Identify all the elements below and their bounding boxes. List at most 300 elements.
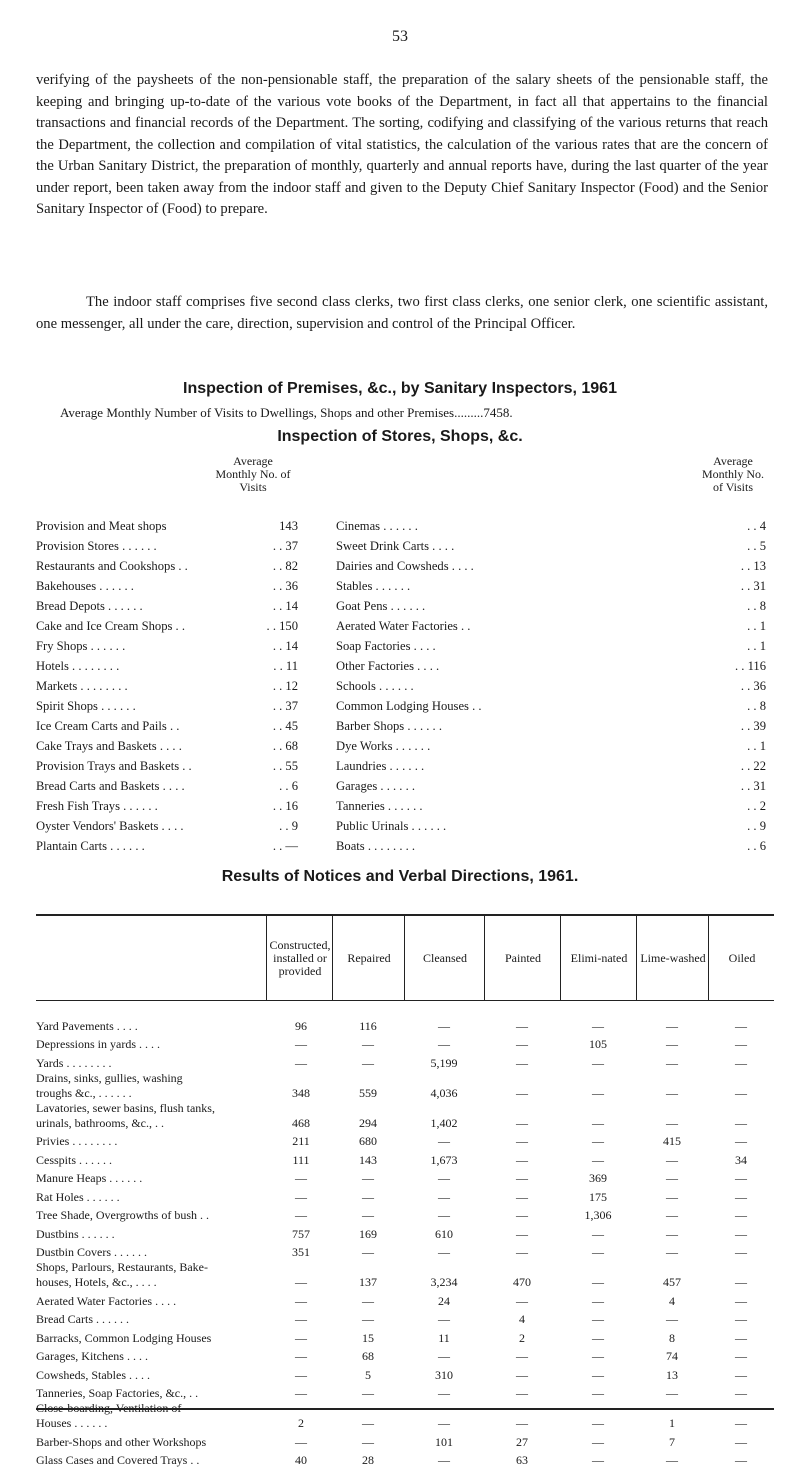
results-cell: — xyxy=(560,1086,636,1101)
stores-left-value: . . 12 xyxy=(236,676,298,696)
results-cell: — xyxy=(560,1435,636,1450)
stores-right-name: Other Factories . . . . xyxy=(336,656,439,676)
results-cell: — xyxy=(332,1056,404,1071)
stores-row xyxy=(36,816,774,836)
results-row-label: Tree Shade, Overgrowths of bush . . xyxy=(36,1208,266,1223)
results-cell: 211 xyxy=(266,1134,336,1149)
results-cell: — xyxy=(708,1453,774,1468)
results-row-label: Yards . . . . . . . . xyxy=(36,1056,266,1071)
results-cell: — xyxy=(404,1245,484,1260)
stores-row xyxy=(36,656,774,676)
results-cell: 27 xyxy=(484,1435,560,1450)
stores-left-value: . . 45 xyxy=(236,716,298,736)
results-cell: — xyxy=(708,1056,774,1071)
results-cell: — xyxy=(636,1086,708,1101)
results-cell: — xyxy=(484,1171,560,1186)
results-cell: 4,036 xyxy=(404,1086,484,1101)
average-visits-line: Average Monthly Number of Visits to Dwellings, Shops and other Premises.........7458. xyxy=(60,405,760,421)
results-row-label: Tanneries, Soap Factories, &c., . . xyxy=(36,1386,266,1401)
results-column-header: Elimi-nated xyxy=(560,916,637,1000)
results-row xyxy=(36,1401,774,1431)
results-column-header: Constructed, installed or provided xyxy=(266,916,333,1000)
results-cell: 116 xyxy=(332,1019,404,1034)
stores-left-value: . . 68 xyxy=(236,736,298,756)
stores-left-name: Hotels . . . . . . . . xyxy=(36,656,119,676)
results-cell: 610 xyxy=(404,1227,484,1242)
results-cell: 105 xyxy=(560,1037,636,1052)
results-row-label: Shops, Parlours, Restaurants, Bake- houses, Hotels, &c., . . . . xyxy=(36,1260,266,1290)
stores-right-name: Cinemas . . . . . . xyxy=(336,516,418,536)
results-cell: — xyxy=(708,1116,774,1131)
results-cell: — xyxy=(636,1153,708,1168)
stores-left-value: . . 36 xyxy=(236,576,298,596)
stores-row xyxy=(36,676,774,696)
stores-left-value: . . 9 xyxy=(236,816,298,836)
results-cell: — xyxy=(484,1245,560,1260)
results-cell: — xyxy=(560,1134,636,1149)
stores-right-value: . . 9 xyxy=(706,816,766,836)
paragraph-indoor-staff: The indoor staff comprises five second class clerks, two first class clerks, one senior clerk, one scientific assistant, one messenger, all under the care, direction, supervision and control of the Principal Officer. xyxy=(36,292,768,335)
stores-row xyxy=(36,536,774,556)
results-row-label: Glass Cases and Covered Trays . . xyxy=(36,1453,266,1468)
stores-row xyxy=(36,616,774,636)
results-column-header: Repaired xyxy=(332,916,405,1000)
results-cell: 3,234 xyxy=(404,1275,484,1290)
results-cell: — xyxy=(404,1453,484,1468)
results-row xyxy=(36,1364,774,1383)
results-cell: 1,673 xyxy=(404,1153,484,1168)
results-cell: — xyxy=(636,1386,708,1401)
results-cell: — xyxy=(332,1312,404,1327)
results-cell: — xyxy=(560,1227,636,1242)
results-cell: 137 xyxy=(332,1275,404,1290)
results-cell: — xyxy=(560,1368,636,1383)
stores-right-name: Sweet Drink Carts . . . . xyxy=(336,536,454,556)
results-cell: — xyxy=(332,1190,404,1205)
stores-left-name: Fry Shops . . . . . . xyxy=(36,636,125,656)
results-cell: — xyxy=(404,1171,484,1186)
results-cell: 559 xyxy=(332,1086,404,1101)
stores-right-name: Stables . . . . . . xyxy=(336,576,410,596)
results-top-spacer xyxy=(36,1001,774,1015)
results-row xyxy=(36,1052,774,1071)
results-cell: — xyxy=(560,1116,636,1131)
results-cell: — xyxy=(636,1037,708,1052)
results-row xyxy=(36,1346,774,1365)
results-cell: — xyxy=(332,1037,404,1052)
results-cell: — xyxy=(636,1245,708,1260)
results-cell: — xyxy=(560,1312,636,1327)
results-cell: — xyxy=(636,1227,708,1242)
stores-left-name: Bakehouses . . . . . . xyxy=(36,576,134,596)
results-cell: 143 xyxy=(332,1153,404,1168)
results-cell: — xyxy=(404,1312,484,1327)
results-cell: — xyxy=(708,1368,774,1383)
results-cell: 13 xyxy=(636,1368,708,1383)
results-cell: — xyxy=(266,1208,336,1223)
stores-left-name: Restaurants and Cookshops . . xyxy=(36,556,188,576)
results-row xyxy=(36,1450,774,1468)
results-cell: — xyxy=(332,1208,404,1223)
results-row-label: Dustbins . . . . . . xyxy=(36,1227,266,1242)
stores-left-value: 143 xyxy=(236,516,298,536)
stores-left-name: Plantain Carts . . . . . . xyxy=(36,836,145,856)
results-cell: 348 xyxy=(266,1086,336,1101)
stores-row xyxy=(36,556,774,576)
stores-left-name: Cake and Ice Cream Shops . . xyxy=(36,616,185,636)
results-cell: — xyxy=(404,1349,484,1364)
results-row-label: Rat Holes . . . . . . xyxy=(36,1190,266,1205)
inspection-heading: Inspection of Premises, &c., by Sanitary Inspectors, 1961 xyxy=(0,380,800,398)
stores-row xyxy=(36,516,774,536)
stores-right-value: . . 6 xyxy=(706,836,766,856)
stores-left-value: . . 150 xyxy=(236,616,298,636)
stores-right-value: . . 1 xyxy=(706,636,766,656)
results-cell: — xyxy=(404,1037,484,1052)
results-cell: — xyxy=(266,1037,336,1052)
results-cell: — xyxy=(484,1294,560,1309)
results-cell: 1,402 xyxy=(404,1116,484,1131)
results-row xyxy=(36,1015,774,1034)
results-row-label: Close-boarding, Ventilation of Houses . . . . . . xyxy=(36,1401,266,1431)
results-cell: — xyxy=(484,1086,560,1101)
stores-right-value: . . 36 xyxy=(706,676,766,696)
results-row xyxy=(36,1223,774,1242)
results-cell: — xyxy=(266,1171,336,1186)
bottom-rule xyxy=(36,1408,774,1410)
results-cell: — xyxy=(560,1349,636,1364)
results-row-label: Barber-Shops and other Workshops xyxy=(36,1435,266,1450)
stores-left-value: . . 14 xyxy=(236,596,298,616)
results-cell: — xyxy=(560,1453,636,1468)
results-cell: — xyxy=(636,1190,708,1205)
results-cell: — xyxy=(332,1386,404,1401)
results-row xyxy=(36,1431,774,1450)
stores-row xyxy=(36,716,774,736)
results-row-label: Privies . . . . . . . . xyxy=(36,1134,266,1149)
stores-heading: Inspection of Stores, Shops, &c. xyxy=(0,428,800,446)
results-cell: — xyxy=(560,1245,636,1260)
stores-row xyxy=(36,756,774,776)
results-cell: — xyxy=(636,1171,708,1186)
stores-row xyxy=(36,596,774,616)
results-cell: 294 xyxy=(332,1116,404,1131)
stores-row xyxy=(36,836,774,856)
stores-row xyxy=(36,736,774,756)
results-cell: — xyxy=(708,1134,774,1149)
results-cell: — xyxy=(404,1134,484,1149)
results-row-label: Bread Carts . . . . . . xyxy=(36,1312,266,1327)
results-cell: — xyxy=(484,1019,560,1034)
results-cell: — xyxy=(708,1294,774,1309)
stores-right-name: Garages . . . . . . xyxy=(336,776,415,796)
results-cell: — xyxy=(560,1386,636,1401)
stores-left-value: . . 55 xyxy=(236,756,298,776)
stores-right-name: Boats . . . . . . . . xyxy=(336,836,415,856)
results-cell: — xyxy=(266,1056,336,1071)
results-cell: 7 xyxy=(636,1435,708,1450)
results-cell: — xyxy=(708,1037,774,1052)
results-cell: — xyxy=(484,1153,560,1168)
results-cell: — xyxy=(484,1368,560,1383)
results-cell: 24 xyxy=(404,1294,484,1309)
results-cell: — xyxy=(636,1116,708,1131)
stores-right-value: . . 22 xyxy=(706,756,766,776)
results-cell: — xyxy=(708,1190,774,1205)
results-cell: — xyxy=(484,1227,560,1242)
results-row xyxy=(36,1327,774,1346)
results-cell: 369 xyxy=(560,1171,636,1186)
results-cell: — xyxy=(484,1190,560,1205)
stores-right-value: . . 39 xyxy=(706,716,766,736)
results-row-label: Drains, sinks, gullies, washing troughs &c., . . . . . . xyxy=(36,1071,266,1101)
results-cell: — xyxy=(708,1245,774,1260)
results-row xyxy=(36,1131,774,1150)
stores-right-name: Aerated Water Factories . . xyxy=(336,616,470,636)
results-cell: — xyxy=(484,1349,560,1364)
stores-right-value: . . 31 xyxy=(706,776,766,796)
results-cell: 40 xyxy=(266,1453,336,1468)
results-cell: — xyxy=(266,1275,336,1290)
results-cell: 175 xyxy=(560,1190,636,1205)
stores-column-header-left: Average Monthly No. of Visits xyxy=(215,455,291,494)
results-cell: — xyxy=(332,1171,404,1186)
results-cell: — xyxy=(404,1416,484,1431)
results-column-header: Painted xyxy=(484,916,561,1000)
results-cell: — xyxy=(636,1208,708,1223)
results-row-label: Depressions in yards . . . . xyxy=(36,1037,266,1052)
results-cell: 28 xyxy=(332,1453,404,1468)
stores-right-value: . . 1 xyxy=(706,616,766,636)
stores-right-name: Dairies and Cowsheds . . . . xyxy=(336,556,474,576)
results-cell: — xyxy=(484,1056,560,1071)
stores-right-name: Barber Shops . . . . . . xyxy=(336,716,442,736)
results-row-label: Aerated Water Factories . . . . xyxy=(36,1294,266,1309)
results-cell: — xyxy=(266,1349,336,1364)
results-cell: — xyxy=(560,1331,636,1346)
results-cell: — xyxy=(636,1056,708,1071)
stores-right-name: Soap Factories . . . . xyxy=(336,636,436,656)
results-cell: 34 xyxy=(708,1153,774,1168)
results-row xyxy=(36,1383,774,1402)
results-cell: — xyxy=(708,1019,774,1034)
results-row xyxy=(36,1071,774,1101)
results-cell: — xyxy=(560,1153,636,1168)
stores-right-name: Tanneries . . . . . . xyxy=(336,796,423,816)
results-cell: 5,199 xyxy=(404,1056,484,1071)
stores-right-value: . . 4 xyxy=(706,516,766,536)
results-cell: — xyxy=(708,1086,774,1101)
results-cell: — xyxy=(560,1294,636,1309)
results-column-header: Oiled xyxy=(708,916,775,1000)
stores-row xyxy=(36,776,774,796)
results-cell: 68 xyxy=(332,1349,404,1364)
results-cell: 96 xyxy=(266,1019,336,1034)
stores-left-name: Bread Depots . . . . . . xyxy=(36,596,143,616)
results-cell: — xyxy=(636,1312,708,1327)
results-cell: 4 xyxy=(484,1312,560,1327)
results-row xyxy=(36,1034,774,1053)
stores-right-value: . . 8 xyxy=(706,596,766,616)
results-cell: — xyxy=(484,1208,560,1223)
stores-row xyxy=(36,796,774,816)
results-cell: 2 xyxy=(266,1416,336,1431)
stores-right-name: Public Urinals . . . . . . xyxy=(336,816,446,836)
results-cell: — xyxy=(404,1208,484,1223)
results-cell: 680 xyxy=(332,1134,404,1149)
results-cell: — xyxy=(708,1208,774,1223)
stores-left-value: . . — xyxy=(236,836,298,856)
stores-right-name: Laundries . . . . . . xyxy=(336,756,424,776)
stores-left-name: Fresh Fish Trays . . . . . . xyxy=(36,796,158,816)
results-row xyxy=(36,1309,774,1328)
results-cell: 1,306 xyxy=(560,1208,636,1223)
results-row xyxy=(36,1242,774,1261)
results-row xyxy=(36,1101,774,1131)
results-row xyxy=(36,1168,774,1187)
stores-left-name: Spirit Shops . . . . . . xyxy=(36,696,136,716)
results-cell: 351 xyxy=(266,1245,336,1260)
stores-left-value: . . 11 xyxy=(236,656,298,676)
results-cell: 4 xyxy=(636,1294,708,1309)
results-row xyxy=(36,1290,774,1309)
results-table-body xyxy=(36,1001,774,1468)
stores-left-name: Provision Trays and Baskets . . xyxy=(36,756,192,776)
results-cell: — xyxy=(636,1453,708,1468)
stores-right-value: . . 116 xyxy=(706,656,766,676)
stores-row xyxy=(36,696,774,716)
page-number: 53 xyxy=(0,28,800,46)
results-cell: 15 xyxy=(332,1331,404,1346)
results-row-label: Dustbin Covers . . . . . . xyxy=(36,1245,266,1260)
results-cell: 5 xyxy=(332,1368,404,1383)
results-cell: — xyxy=(404,1019,484,1034)
stores-right-name: Common Lodging Houses . . xyxy=(336,696,482,716)
results-table xyxy=(36,914,774,1468)
stores-row xyxy=(36,576,774,596)
results-cell: — xyxy=(708,1416,774,1431)
results-cell: 415 xyxy=(636,1134,708,1149)
results-cell: — xyxy=(560,1275,636,1290)
paragraph-staff-duties: verifying of the paysheets of the non-pensionable staff, the preparation of the salary sheets of the pensionable staff, the keeping and bringing up-to-date of the various vote books of the Department, in fact all that appertains to the financial transactions and financial records of the Department. The sorting, codifying and classifying of the various returns that reach the Department, the collection and compilation of vital statistics, the calculation of the various rates that are the concern of the Urban Sanitary District, the preparation of monthly, quarterly and annual reports have, during the last quarter of the year under report, been taken away from the indoor staff and given to the Deputy Chief Sanitary Inspector (Food) and the Senior Sanitary Inspector of (Food) to prepare. xyxy=(36,70,768,221)
stores-left-value: . . 16 xyxy=(236,796,298,816)
results-cell: 11 xyxy=(404,1331,484,1346)
results-row-label: Barracks, Common Lodging Houses xyxy=(36,1331,266,1346)
results-cell: 2 xyxy=(484,1331,560,1346)
results-cell: — xyxy=(266,1331,336,1346)
stores-left-value: . . 37 xyxy=(236,696,298,716)
results-cell: — xyxy=(708,1275,774,1290)
results-cell: — xyxy=(484,1416,560,1431)
results-cell: — xyxy=(636,1019,708,1034)
stores-right-value: . . 31 xyxy=(706,576,766,596)
results-cell: — xyxy=(708,1312,774,1327)
results-cell: 468 xyxy=(266,1116,336,1131)
results-cell: 74 xyxy=(636,1349,708,1364)
results-cell: — xyxy=(560,1416,636,1431)
results-row-label: Garages, Kitchens . . . . xyxy=(36,1349,266,1364)
results-cell: — xyxy=(484,1134,560,1149)
stores-right-name: Schools . . . . . . xyxy=(336,676,414,696)
stores-left-name: Cake Trays and Baskets . . . . xyxy=(36,736,182,756)
results-cell: 8 xyxy=(636,1331,708,1346)
stores-left-value: . . 37 xyxy=(236,536,298,556)
results-row xyxy=(36,1260,774,1290)
stores-right-value: . . 5 xyxy=(706,536,766,556)
results-row-label: Manure Heaps . . . . . . xyxy=(36,1171,266,1186)
results-cell: — xyxy=(266,1435,336,1450)
results-row xyxy=(36,1205,774,1224)
stores-left-name: Provision Stores . . . . . . xyxy=(36,536,157,556)
results-cell: — xyxy=(332,1416,404,1431)
results-cell: — xyxy=(708,1171,774,1186)
results-cell: — xyxy=(484,1037,560,1052)
results-row xyxy=(36,1149,774,1168)
stores-left-value: . . 82 xyxy=(236,556,298,576)
results-row-label: Lavatories, sewer basins, flush tanks, urinals, bathrooms, &c., . . xyxy=(36,1101,266,1131)
results-cell: — xyxy=(332,1294,404,1309)
results-cell: — xyxy=(708,1435,774,1450)
results-cell: — xyxy=(560,1056,636,1071)
stores-right-name: Dye Works . . . . . . xyxy=(336,736,430,756)
results-cell: 169 xyxy=(332,1227,404,1242)
results-row-label: Cesspits . . . . . . xyxy=(36,1153,266,1168)
results-column-header: Cleansed xyxy=(404,916,485,1000)
stores-table xyxy=(36,516,774,856)
stores-right-value: . . 13 xyxy=(706,556,766,576)
results-cell: 757 xyxy=(266,1227,336,1242)
stores-left-name: Markets . . . . . . . . xyxy=(36,676,128,696)
results-cell: — xyxy=(708,1349,774,1364)
results-cell: — xyxy=(708,1331,774,1346)
results-cell: — xyxy=(484,1386,560,1401)
results-cell: — xyxy=(266,1368,336,1383)
results-cell: — xyxy=(560,1019,636,1034)
results-cell: 470 xyxy=(484,1275,560,1290)
results-cell: — xyxy=(266,1190,336,1205)
stores-left-name: Ice Cream Carts and Pails . . xyxy=(36,716,179,736)
stores-row xyxy=(36,636,774,656)
results-cell: 310 xyxy=(404,1368,484,1383)
results-cell: — xyxy=(266,1312,336,1327)
stores-left-value: . . 6 xyxy=(236,776,298,796)
results-cell: — xyxy=(266,1386,336,1401)
results-cell: 457 xyxy=(636,1275,708,1290)
stores-right-value: . . 2 xyxy=(706,796,766,816)
results-cell: — xyxy=(708,1227,774,1242)
stores-right-value: . . 8 xyxy=(706,696,766,716)
results-cell: — xyxy=(266,1294,336,1309)
results-cell: — xyxy=(332,1435,404,1450)
stores-left-name: Bread Carts and Baskets . . . . xyxy=(36,776,185,796)
results-cell: 1 xyxy=(636,1416,708,1431)
results-cell: 101 xyxy=(404,1435,484,1450)
results-row-label: Yard Pavements . . . . xyxy=(36,1019,266,1034)
stores-column-header-right: Average Monthly No. of Visits xyxy=(698,455,768,494)
stores-left-name: Provision and Meat shops xyxy=(36,516,166,536)
results-cell: — xyxy=(708,1386,774,1401)
results-heading: Results of Notices and Verbal Directions, 1961. xyxy=(0,868,800,886)
stores-right-value: . . 1 xyxy=(706,736,766,756)
results-table-header xyxy=(36,916,774,1001)
results-cell: — xyxy=(332,1245,404,1260)
stores-left-name: Oyster Vendors' Baskets . . . . xyxy=(36,816,184,836)
results-row xyxy=(36,1186,774,1205)
results-cell: 111 xyxy=(266,1153,336,1168)
stores-right-name: Goat Pens . . . . . . xyxy=(336,596,425,616)
results-column-header: Lime-washed xyxy=(636,916,709,1000)
results-cell: — xyxy=(404,1386,484,1401)
